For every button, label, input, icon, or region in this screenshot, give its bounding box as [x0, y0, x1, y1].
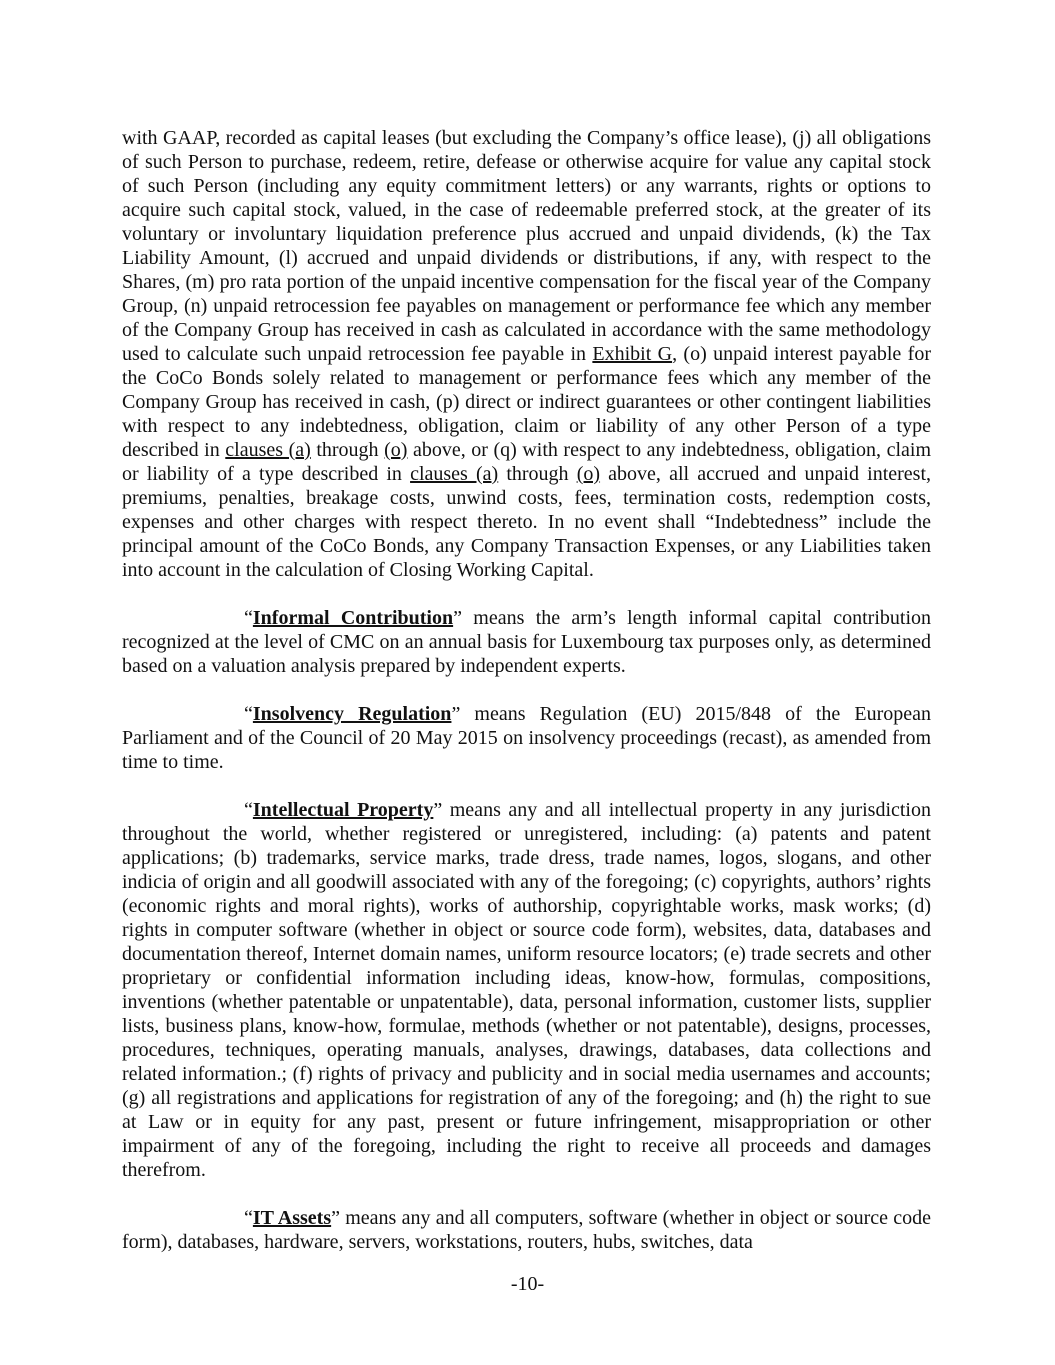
text-run: above, or (q) with respect to any indebtedness, obligation, claim or liability of a type described in: [122, 439, 932, 485]
defined-term: IT Assets: [252, 1207, 332, 1229]
defined-term: Insolvency Regulation: [252, 703, 452, 725]
defined-term: Informal Contribution: [252, 607, 454, 629]
paragraph: [122, 702, 931, 774]
text-run: “: [244, 607, 253, 629]
paragraph: [122, 798, 931, 1182]
text-run: ” means any and all computers, software (whether in object or source code form), databases, hardware, servers, workstations, routers, hubs, switches, data: [122, 1207, 931, 1253]
page-number: -10-: [510, 1273, 545, 1295]
underlined-reference: Exhibit G: [592, 343, 673, 365]
paragraph: [122, 606, 931, 678]
text-run: through: [310, 439, 385, 461]
underlined-reference: clauses (a): [225, 439, 311, 461]
document-body: [122, 126, 931, 1254]
text-run: through: [498, 463, 577, 485]
text-run: , (o) unpaid interest payable for the CoCo Bonds solely related to management or performance fees which any member of the Company Group has received in cash, (p) direct or indirect guarantees or other contingent liabilities with respect to any indebtedness, obligation, claim or liability of any other Person of a type described in: [122, 343, 931, 461]
paragraph: [122, 126, 931, 582]
text-run: “: [244, 799, 253, 821]
text-run: ” means Regulation (EU) 2015/848 of the European Parliament and of the Council of 20 May 2015 on insolvency proceedings (recast), as amended from time to time.: [122, 703, 931, 773]
underlined-reference: (o): [384, 439, 408, 461]
paragraph: [122, 1206, 931, 1254]
text-run: “: [244, 1207, 253, 1229]
underlined-reference: clauses (a): [410, 463, 499, 485]
underlined-reference: (o): [576, 463, 601, 485]
text-run: “: [244, 703, 253, 725]
text-run: ” means the arm’s length informal capital contribution recognized at the level of CMC on an annual basis for Luxembourg tax purposes only, as determined based on a valuation analysis prepared by independent experts.: [122, 607, 932, 677]
text-run: with GAAP, recorded as capital leases (but excluding the Company’s office lease), (j) all obligations of such Person to purchase, redeem, retire, defease or otherwise acquire for value any capital stock of such Person (including any equity commitment letters) or any warrants, rights or options to acquire such capital stock, valued, in the case of redeemable preferred stock, at the greater of its voluntary or involuntary liquidation preference plus accrued and unpaid dividends, (k) the Tax Liability Amount, (l) accrued and unpaid dividends or distributions, if any, with respect to the Shares, (m) pro rata portion of the unpaid incentive compensation for the fiscal year of the Company Group, (n) unpaid retrocession fee payables on management or performance fee which any member of the Company Group has received in cash as calculated in accordance with the same methodology used to calculate such unpaid retrocession fee payable in: [122, 127, 931, 365]
text-run: above, all accrued and unpaid interest, premiums, penalties, breakage costs, unwind costs, fees, termination costs, redemption costs, expenses and other charges with respect thereto. In no event shall “Indebtedness” include the principal amount of the CoCo Bonds, any Company Transaction Expenses, or any Liabilities taken into account in the calculation of Closing Working Capital.: [122, 463, 932, 581]
defined-term: Intellectual Property: [252, 799, 434, 821]
text-run: ” means any and all intellectual property in any jurisdiction throughout the world, whether registered or unregistered, including: (a) patents and patent applications; (b) trademarks, service marks, trade dress, trade names, logos, slogans, and other indicia of origin and all goodwill associated with any of the foregoing; (c) copyrights, authors’ rights (economic rights and moral rights), works of authorship, copyrightable works, mask works; (d) rights in computer software (whether in object or source code form), websites, data, databases and documentation thereof, Internet domain names, uniform resource locators; (e) trade secrets and other proprietary or confidential information including ideas, know-how, formulas, compositions, inventions (whether patentable or unpatentable), data, personal information, customer lists, supplier lists, business plans, know-how, formulae, methods (whether or not patentable), designs, processes, procedures, techniques, operating manuals, analyses, drawings, databases, data collections and related information.; (f) rights of privacy and publicity and in social media usernames and accounts; (g) all registrations and applications for registration of any of the foregoing; and (h) the right to sue at Law or in equity for any past, present or future infringement, misappropriation or other impairment of any of the foregoing, including the right to receive all proceeds and damages therefrom.: [122, 799, 931, 1181]
